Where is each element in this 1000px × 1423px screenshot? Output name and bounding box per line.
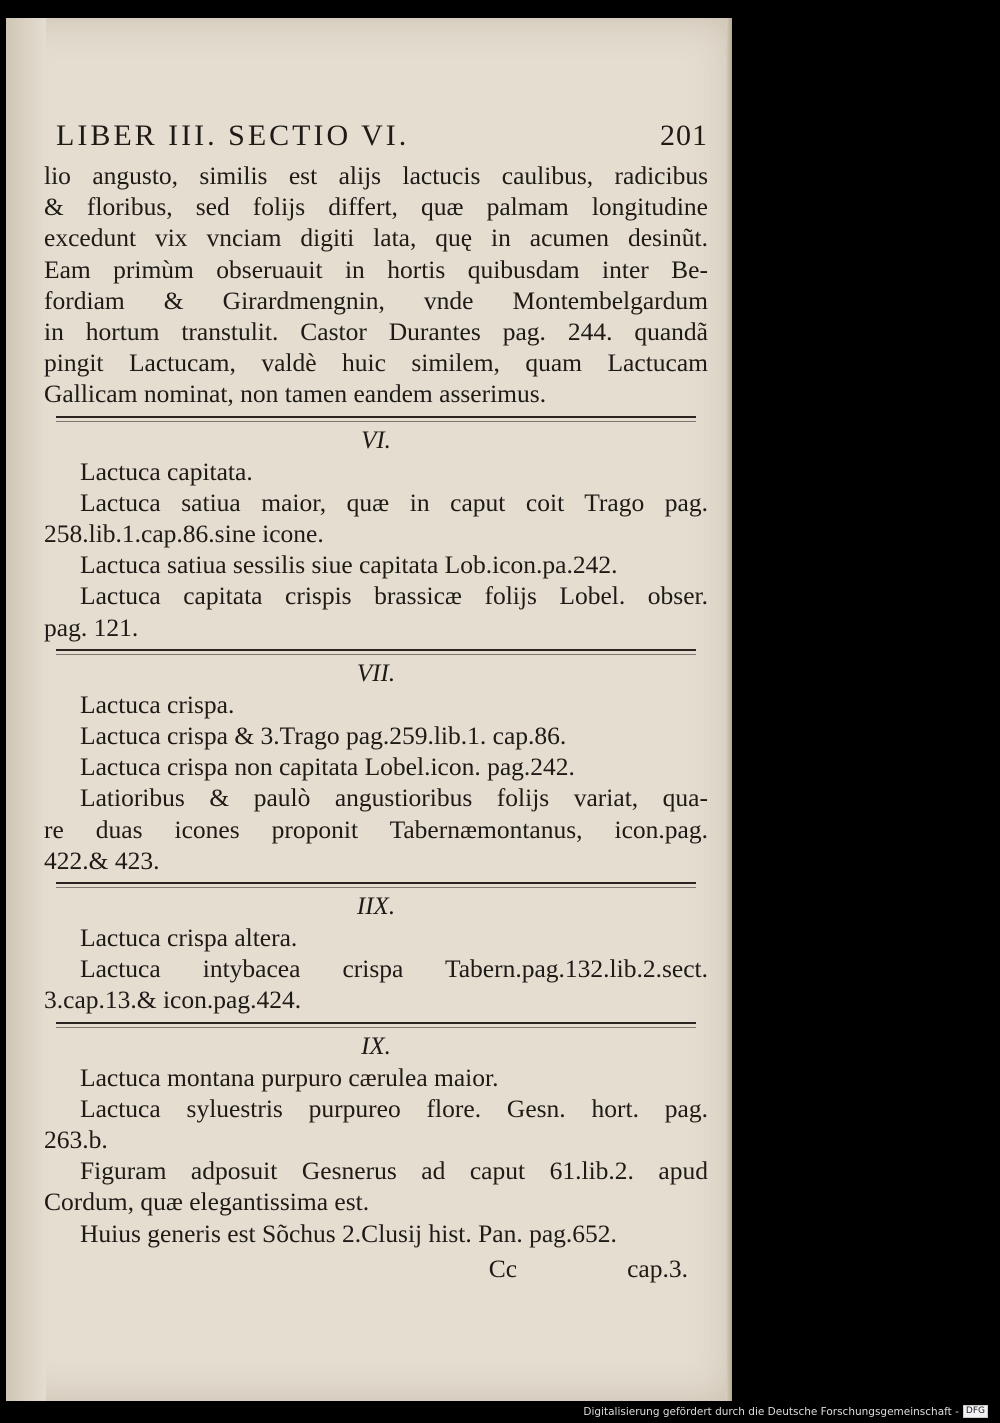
page-edge xyxy=(726,18,732,1401)
text-line: Lactuca crispa altera. xyxy=(80,923,298,953)
text-line: Lactuca intybacea crispa Tabern.pag.132.lib.2.sect. xyxy=(80,954,708,984)
entry-paragraph xyxy=(44,720,708,751)
signature-mark: Cc xyxy=(488,1253,518,1283)
text-line: pag. 121. xyxy=(44,612,139,642)
text-line: Lactuca capitata crispis brassicæ folijs Lobel. obser. xyxy=(80,581,708,611)
text-line: Latioribus & paulò angustioribus folijs variat, qua- xyxy=(80,783,708,813)
text-line: 3.cap.13.& icon.pag.424. xyxy=(44,985,302,1015)
entry-paragraph xyxy=(44,549,708,580)
text-line: Eam primùm obseruauit in hortis quibusdam inter Be- xyxy=(44,254,708,284)
dfg-logo-icon: DFG xyxy=(963,1405,988,1418)
entry-paragraph xyxy=(44,751,708,782)
text-line: 263.b. xyxy=(44,1125,108,1155)
entry-paragraph xyxy=(44,580,708,642)
section-rule xyxy=(56,416,696,418)
text-line: fordiam & Girardmengnin, vnde Montembelgardum xyxy=(44,285,708,315)
running-header xyxy=(56,120,708,160)
text-line: 422.& 423. xyxy=(44,845,160,875)
section-numeral: IX. xyxy=(361,1032,391,1060)
text-line: excedunt vix vnciam digiti lata, quę in acumen desinũt. xyxy=(44,223,708,253)
entry-paragraph xyxy=(44,1062,708,1093)
text-line: Lactuca crispa & 3.Trago pag.259.lib.1. cap.86. xyxy=(80,721,567,751)
entry-paragraph xyxy=(44,689,708,720)
text-line: Lactuca satiua maior, quæ in caput coit Trago pag. xyxy=(80,487,708,517)
running-title: LIBER III. SECTIO VI. xyxy=(56,119,410,152)
text-line: Lactuca capitata. xyxy=(80,456,253,486)
text-line: 258.lib.1.cap.86.sine icone. xyxy=(44,519,324,549)
catchword: cap.3. xyxy=(627,1253,688,1283)
text-line: lio angusto, similis est alijs lactucis caulibus, radicibus xyxy=(44,161,708,190)
sections xyxy=(44,416,708,1249)
text-line: Gallicam nominat, non tamen eandem asserimus. xyxy=(44,379,547,409)
section-rule xyxy=(56,649,696,651)
book-page xyxy=(6,18,732,1401)
entry-paragraph xyxy=(44,487,708,549)
entry-paragraph xyxy=(44,922,708,953)
section-numeral: VII. xyxy=(356,659,396,687)
section-numeral: IIX. xyxy=(356,893,396,921)
entry-paragraph xyxy=(44,1093,708,1155)
text-line: Cordum, quæ elegantissima est. xyxy=(44,1187,370,1217)
entry-paragraph xyxy=(44,1218,708,1249)
entry-paragraph xyxy=(44,782,708,876)
text-line: re duas icones proponit Tabernæmontanus, icon.pag. xyxy=(44,814,708,844)
intro-paragraph xyxy=(44,160,708,410)
attribution-text: Digitalisierung gefördert durch die Deutsche Forschungsgemeinschaft - xyxy=(583,1405,959,1418)
text-line: Lactuca crispa. xyxy=(80,689,235,719)
entry-paragraph xyxy=(44,1155,708,1217)
entry-paragraph xyxy=(44,953,708,1015)
text-line: Lactuca montana purpuro cærulea maior. xyxy=(80,1062,499,1092)
folio-number: 201 xyxy=(660,119,708,152)
text-block xyxy=(44,120,708,1284)
section-numeral: VI. xyxy=(361,426,391,454)
entry-paragraph xyxy=(44,456,708,487)
section-rule xyxy=(56,882,696,884)
text-line: in hortum transtulit. Castor Durantes pag. 244. quandã xyxy=(44,317,708,347)
digitization-attribution xyxy=(583,1405,988,1418)
text-line: Lactuca crispa non capitata Lobel.icon. pag.242. xyxy=(80,752,575,782)
section-rule xyxy=(56,1022,696,1024)
text-line: Lactuca satiua sessilis siue capitata Lob.icon.pa.242. xyxy=(80,550,618,580)
text-line: Figuram adposuit Gesnerus ad caput 61.lib.2. apud xyxy=(80,1156,708,1186)
text-line: pingit Lactucam, valdè huic similem, quam Lactucam xyxy=(44,348,708,378)
catchline xyxy=(44,1253,708,1284)
text-line: & floribus, sed folijs differt, quæ palmam longitudine xyxy=(44,192,708,222)
text-line: Huius generis est Sõchus 2.Clusij hist. Pan. pag.652. xyxy=(80,1218,617,1248)
page-spine-shadow xyxy=(6,18,46,1401)
text-line: Lactuca syluestris purpureo flore. Gesn. hort. pag. xyxy=(80,1093,708,1123)
